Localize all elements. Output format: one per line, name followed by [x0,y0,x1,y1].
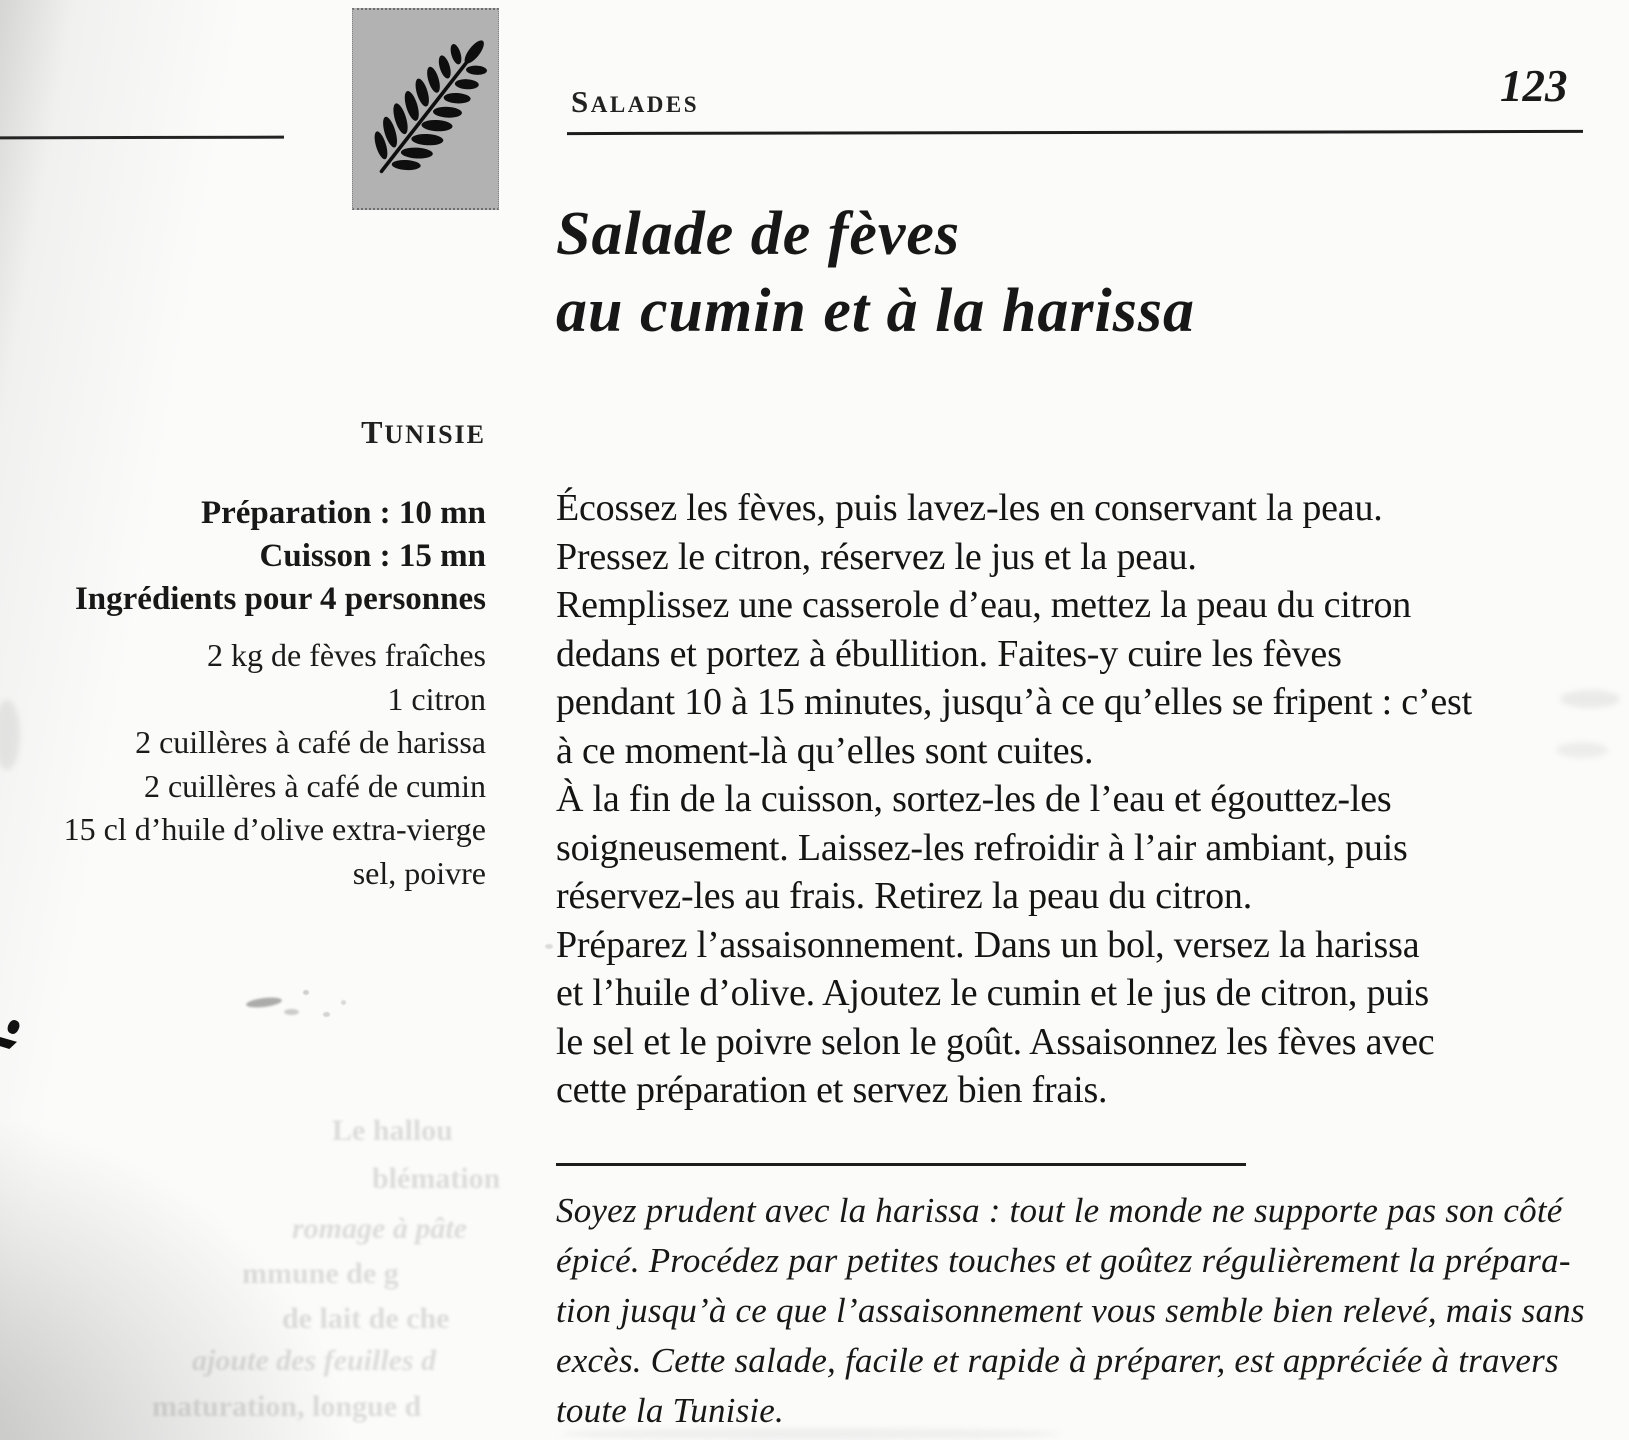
edge-smudge [1560,690,1620,708]
smudge [303,990,309,995]
page-number: 123 [1500,61,1568,111]
bleed-through-text: maturation, longue d [152,1390,422,1423]
bleed-through-text: de lait de che [282,1302,450,1335]
recipe-title-line2: au cumin et à la harissa [556,277,1195,345]
smudge [323,1012,330,1017]
instruction-line: le sel et le poivre selon le goût. Assaisonnez les fèves avec [556,1020,1435,1063]
ingredient-item: 2 cuillères à café de harissa [135,724,486,760]
bleed-through-text: Le hallou [332,1114,453,1147]
facing-page-rule [0,136,284,140]
footnote-line: Soyez prudent avec la harissa : tout le monde ne supporte pas son côté [556,1191,1563,1230]
ingredient-item: 2 kg de fèves fraîches [207,637,486,673]
recipe-title-line1: Salade de fèves [556,200,961,268]
section-header-rest: ALADES [590,92,700,117]
instruction-line: réservez-les au frais. Retirez la peau du citron. [556,875,1253,917]
recipe-title [556,196,1195,350]
bleed-through-text: romage à pâte [292,1212,467,1245]
instruction-line: Écossez les fèves, puis lavez-les en conservant la peau. [556,487,1383,529]
smudge [246,996,283,1009]
country-rest: UNISIE [384,420,486,449]
instruction-line: soigneusement. Laissez-les refroidir à l’air ambiant, puis [556,826,1408,869]
edge-smudge [560,1428,1060,1440]
instruction-line: Remplissez une casserole d’eau, mettez la peau du citron [556,584,1412,626]
prep-time: Préparation : 10 mn [200,495,486,531]
ingredient-item: sel, poivre [352,854,486,891]
instruction-line: cette préparation et servez bien frais. [556,1069,1108,1111]
bleed-through-text: mmune de g [242,1257,399,1290]
country-initial: T [361,414,385,450]
instruction-line: À la fin de la cuisson, sortez-les de l’eau et égouttez-les [556,778,1392,820]
instruction-line: Préparez l’assaisonnement. Dans un bol, versez la harissa [556,923,1420,966]
footnote [556,1186,1585,1436]
instruction-line: pendant 10 à 15 minutes, jusqu’à ce qu’elles se fripent : c’est [556,681,1473,723]
instruction-line: à ce moment-là qu’elles sont cuites. [556,729,1094,772]
section-header-initial: S [571,84,591,119]
bleed-through-text: ajoute des feuilles d [192,1344,437,1377]
footnote-line: excès. Cette salade, facile et rapide à préparer, est appréciée à travers [556,1341,1559,1380]
header-rule [567,130,1583,135]
fern-leaf-icon [353,195,498,212]
instruction-line: Pressez le citron, réservez le jus et la peau. [556,535,1197,578]
footnote-line: toute la Tunisie. [556,1391,784,1430]
section-header [571,84,699,120]
country-label [0,414,486,451]
smudge [341,1000,346,1005]
servings: Ingrédients pour 4 personnes [74,581,486,617]
instructions-paragraph [556,484,1472,1115]
ingredient-item: 1 citron [387,680,486,717]
cook-time: Cuisson : 15 mn [259,538,486,574]
leaf-photo-block [352,8,499,210]
footnote-rule [556,1163,1246,1166]
bleed-through-text: blémation [372,1162,501,1195]
smudge [545,944,553,949]
instruction-line: et l’huile d’olive. Ajoutez le cumin et le jus de citron, puis [556,972,1429,1014]
ingredient-item: 15 cl d’huile d’olive extra-vierge [63,811,486,847]
instruction-line: dedans et portez à ébullition. Faites-y cuire les fèves [556,632,1342,675]
footnote-line: tion jusqu’à ce que l’assaisonnement vous semble bien relevé, mais sans [556,1291,1585,1330]
footnote-line: épicé. Procédez par petites touches et goûtez régulièrement la prépara- [556,1241,1571,1280]
ingredients-list [0,634,486,895]
ingredient-item: 2 cuillères à café de cumin [143,767,486,804]
ink-mark [6,1018,22,1035]
recipe-meta [0,492,486,621]
edge-smudge [1556,742,1608,758]
ink-mark [0,1036,17,1049]
smudge [284,1009,299,1015]
